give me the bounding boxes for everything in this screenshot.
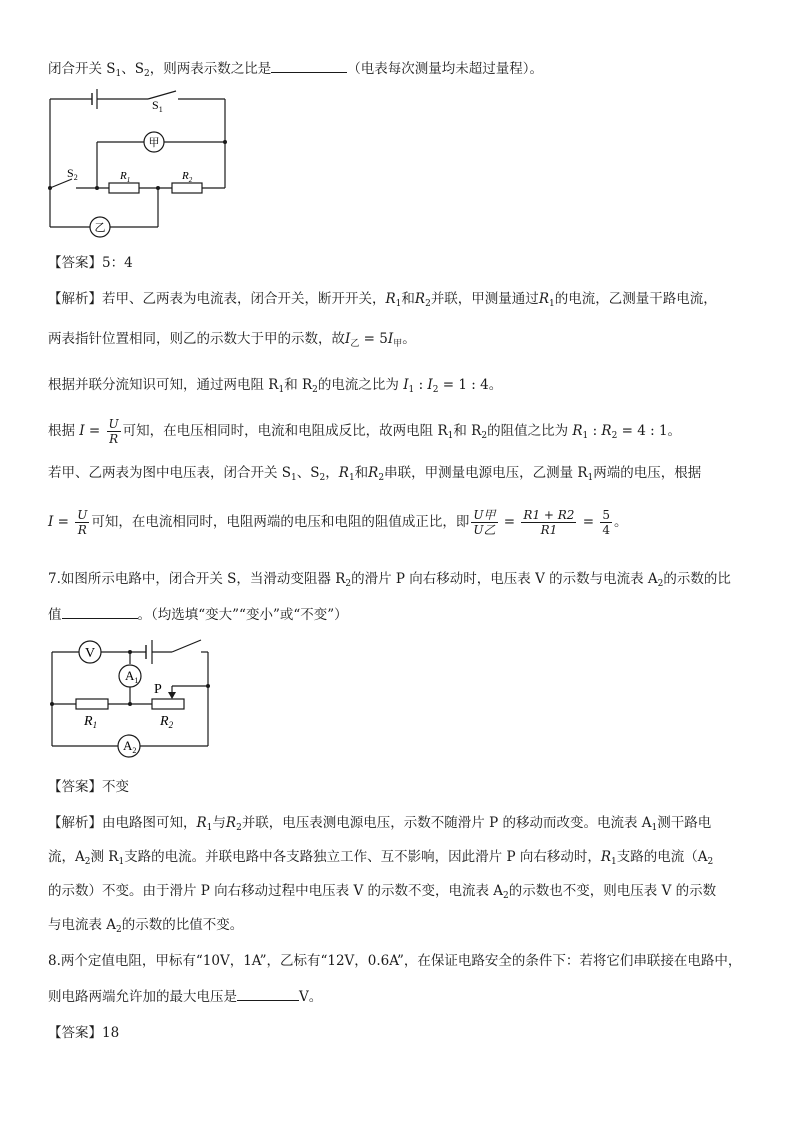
question-8-line1: 8.两个定值电阻，甲标有“10V，1A”，乙标有“12V，0.6A”，在保证电路安全的条件下：若将它们串联接在电路中，: [48, 953, 742, 969]
label-r2: $R_2$: [160, 714, 174, 730]
analysis-7-line2: 流，$A_2$测 $R_1$支路的电流。并联电路中各支路独立工作、互不影响，因此滑片 P 向右移动时，$R_1$支路的电流（$A_2$: [48, 849, 714, 867]
fraction-u-over-r: $\frac{U}{R}$: [108, 417, 119, 446]
analysis-7-line1: 【解析】由电路图可知，$R_1$与$R_2$并联，电压表测电源电压，示数不随滑片 P 的移动而改变。电流表 $A_1$测干路电: [48, 815, 712, 833]
answer-blank: [62, 604, 138, 619]
analysis-7-line4: 与电流表 $A_2$的示数的比值不变。: [48, 917, 244, 935]
label-r1: $R_1$: [120, 170, 131, 184]
analysis-6-line5: 若甲、乙两表为图中电压表，闭合开关 $S_1$、$S_2$，$R_1$和$R_2$串联，甲测量电源电压，乙测量 $R_1$两端的电压，根据: [48, 465, 702, 483]
fraction-five-fourths: $\frac{5}{4}$: [602, 508, 610, 537]
label-s2: $S_2$: [67, 166, 78, 182]
fraction-u-ratio: $\frac{\text{U甲}}{\text{U乙}}$: [473, 508, 496, 537]
meter-b-label: 乙: [94, 222, 106, 234]
voltmeter-label: V: [84, 646, 96, 661]
fraction-r-ratio: $\frac{R1 + R2}{R1}$: [523, 508, 575, 537]
slider-label: P: [154, 682, 162, 697]
ammeter-a1-label: $A_1$: [125, 668, 139, 685]
label-r2: $R_2$: [182, 170, 193, 184]
circuit-diagram-2: [46, 634, 218, 764]
answer-blank: [237, 986, 299, 1001]
answer-6: 【答案】5：4: [48, 255, 133, 271]
label-r1: $R_1$: [84, 714, 98, 730]
answer-8: 【答案】18: [48, 1025, 120, 1041]
question-6-tail: 闭合开关 $S_1$、$S_2$，则两表示数之比是 （电表每次测量均未超过量程）。: [48, 58, 543, 83]
analysis-7-line3: 的示数）不变。由于滑片 P 向右移动过程中电压表 V 的示数不变，电流表 $A_2$的示数也不变，则电压表 V 的示数: [48, 883, 717, 901]
answer-7: 【答案】不变: [48, 779, 129, 795]
analysis-6-line1: 【解析】若甲、乙两表为电流表，闭合开关，断开开关，$R_1$和$R_2$并联，甲测量通过$R_1$的电流，乙测量干路电流，: [48, 291, 717, 309]
ammeter-a2-label: $A_2$: [123, 738, 137, 755]
question-7-line2: 值 。（均选填“变大”“变小”或“不变”）: [48, 604, 348, 624]
analysis-6-line3: 根据并联分流知识可知，通过两电阻 $R_1$和 $R_2$的电流之比为 $I_1$ : $I_2 = 1$ : 4。: [48, 377, 503, 395]
analysis-6-line4: 根据 I = $\frac{U}{R}$ 可知，在电压相同时，电流和电阻成反比，故两电阻 $R_1$和 $R_2$的阻值之比为 $R_1$ : $R_2 = 4$ : 1。: [48, 417, 682, 446]
analysis-6-line6: I = $\frac{U}{R}$ 可知，在电流相同时，电阻两端的电压和电阻的阻值成正比，即 $\frac{\text{U甲}}{\text{U乙}}$ = $\frac{R1 + R2}{R1}$ = $\frac{5}{4}$ 。: [48, 508, 628, 537]
meter-a-label: 甲: [148, 137, 160, 149]
question-8-line2: 则电路两端允许加的最大电压是 V。: [48, 986, 322, 1006]
label-s1: $S_1$: [152, 98, 163, 114]
analysis-6-line2: 两表指针位置相同，则乙的示数大于甲的示数，故$I_乙 = 5I_甲$。: [48, 331, 416, 349]
circuit-diagram-1: [40, 88, 240, 240]
question-7-line1: 7.如图所示电路中，闭合开关 S，当滑动变阻器 $R_2$的滑片 P 向右移动时，电压表 V 的示数与电流表 $A_2$的示数的比: [48, 571, 731, 589]
answer-blank: [271, 58, 347, 73]
